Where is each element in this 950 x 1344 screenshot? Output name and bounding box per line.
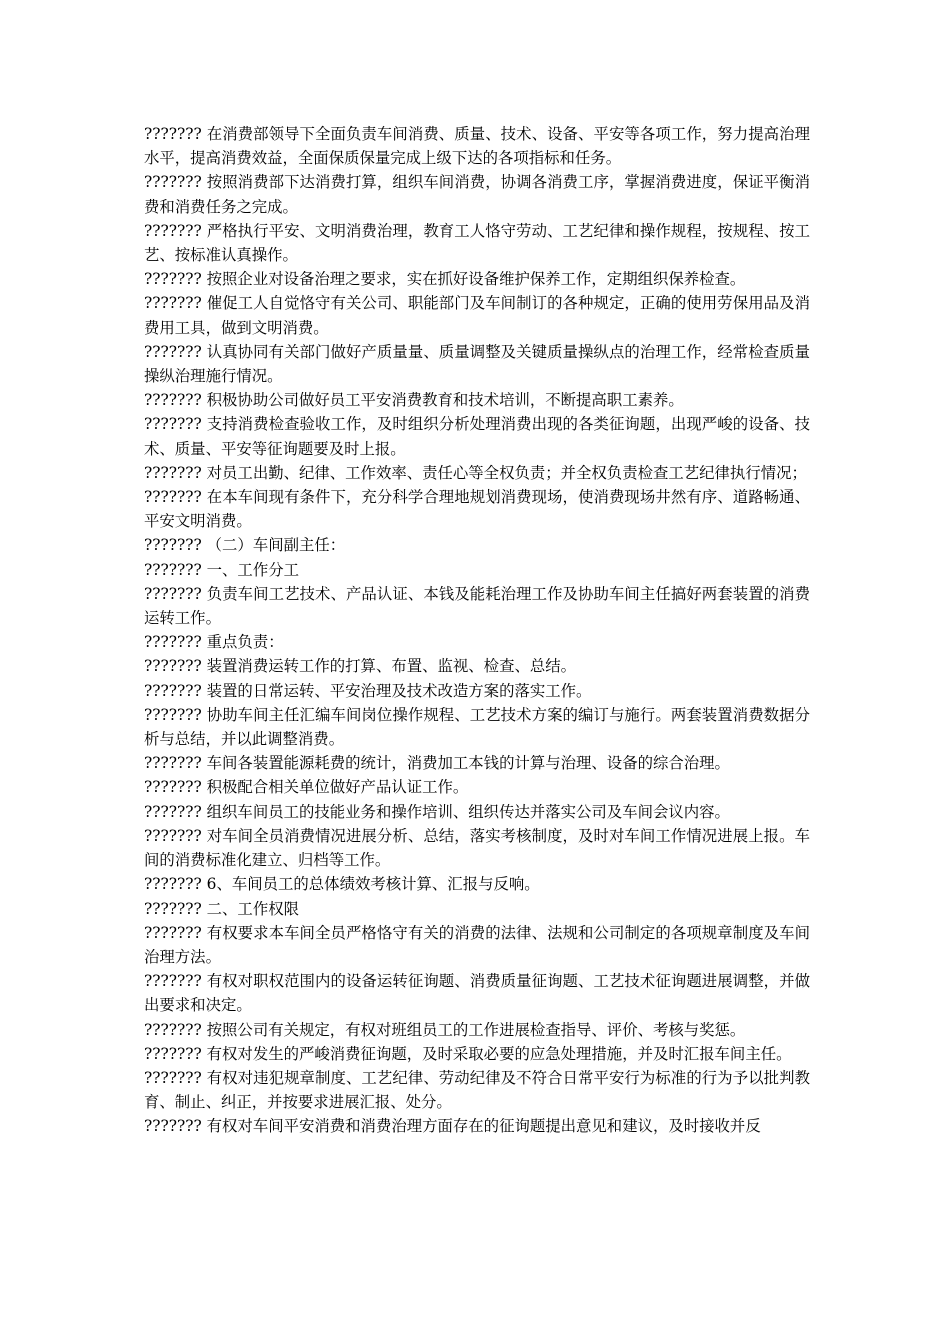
paragraph-6: ??????? 认真协同有关部门做好产质量量、质量调整及关键质量操纵点的治理工作，经常检查质量操纵治理施行情况。 — [144, 342, 810, 386]
section-heading-work-authority: ??????? 二、工作权限 — [144, 899, 299, 918]
paragraph-25: ??????? 有权对职权范围内的设备运转征询题、消费质量征询题、工艺技术征询题进展调整，并做出要求和决定。 — [144, 972, 810, 1015]
paragraph-3: ??????? 严格执行平安、文明消费治理，教育工人恪守劳动、工艺纪律和操作规程，按规程、按工艺、按标准认真操作。 — [144, 221, 810, 265]
paragraph-8: ??????? 支持消费检查验收工作，及时组织分析处理消费出现的各类征询题，出现严峻的设备、技术、质量、平安等征询题要及时上报。 — [144, 415, 810, 458]
paragraph-2: ??????? 按照消费部下达消费打算，组织车间消费，协调各消费工序，掌握消费进度，保证平衡消费和消费任务之完成。 — [144, 173, 810, 216]
paragraph-29: ??????? 有权对车间平安消费和消费治理方面存在的征询题提出意见和建议，及时接收并反 — [144, 1117, 761, 1136]
paragraph-28: ??????? 有权对违犯规章制度、工艺纪律、劳动纪律及不符合日常平安行为标准的行为予以批判教育、制止、纠正，并按要求进展汇报、处分。 — [144, 1068, 810, 1112]
paragraph-9: ??????? 对员工出勤、纪律、工作效率、责任心等全权负责；并全权负责检查工艺纪律执行情况； — [144, 463, 807, 482]
section-heading-key-responsibilities: ??????? 重点负责： — [144, 633, 284, 652]
paragraph-16: ??????? 装置的日常运转、平安治理及技术改造方案的落实工作。 — [144, 681, 592, 700]
paragraph-24: ??????? 有权要求本车间全员严格恪守有关的消费的法律、法规和公司制定的各项规章制度及车间治理方法。 — [144, 923, 810, 966]
section-heading-deputy-director: ??????? （二）车间副主任： — [144, 536, 346, 555]
paragraph-18: ??????? 车间各装置能源耗费的统计，消费加工本钱的计算与治理、设备的综合治理。 — [144, 754, 730, 773]
section-heading-work-division: ??????? 一、工作分工 — [144, 560, 299, 579]
paragraph-27: ??????? 有权对发生的严峻消费征询题，及时采取必要的应急处理措施，并及时汇报车间主任。 — [144, 1044, 792, 1063]
paragraph-20: ??????? 组织车间员工的技能业务和操作培训、组织传达并落实公司及车间会议内容。 — [144, 802, 730, 821]
paragraph-7: ??????? 积极协助公司做好员工平安消费教育和技术培训，不断提高职工素养。 — [144, 391, 684, 410]
paragraph-13: ??????? 负责车间工艺技术、产品认证、本钱及能耗治理工作及协助车间主任搞好两套装置的消费运转工作。 — [144, 584, 810, 628]
paragraph-4: ??????? 按照企业对设备治理之要求，实在抓好设备维护保养工作，定期组织保养检查。 — [144, 270, 746, 289]
document-body — [144, 122, 810, 1139]
paragraph-26: ??????? 按照公司有关规定，有权对班组员工的工作进展检查指导、评价、考核与奖惩。 — [144, 1020, 746, 1039]
paragraph-22: ??????? 6、车间员工的总体绩效考核计算、汇报与反响。 — [144, 875, 540, 894]
paragraph-5: ??????? 催促工人自觉恪守有关公司、职能部门及车间制订的各种规定，正确的使用劳保用品及消费用工具，做到文明消费。 — [144, 294, 810, 337]
paragraph-19: ??????? 积极配合相关单位做好产品认证工作。 — [144, 778, 469, 797]
paragraph-21: ??????? 对车间全员消费情况进展分析、总结，落实考核制度，及时对车间工作情况进展上报。车间的消费标准化建立、归档等工作。 — [144, 826, 810, 870]
paragraph-1: ??????? 在消费部领导下全面负责车间消费、质量、技术、设备、平安等各项工作，努力提高治理水平，提高消费效益，全面保质保量完成上级下达的各项指标和任务。 — [144, 125, 810, 168]
paragraph-10: ??????? 在本车间现有条件下，充分科学合理地规划消费现场，使消费现场井然有序、道路畅通、平安文明消费。 — [144, 488, 810, 531]
paragraph-15: ??????? 装置消费运转工作的打算、布置、监视、检查、总结。 — [144, 657, 577, 676]
paragraph-17: ??????? 协助车间主任汇编车间岗位操作规程、工艺技术方案的编订与施行。两套装置消费数据分析与总结，并以此调整消费。 — [144, 705, 810, 749]
